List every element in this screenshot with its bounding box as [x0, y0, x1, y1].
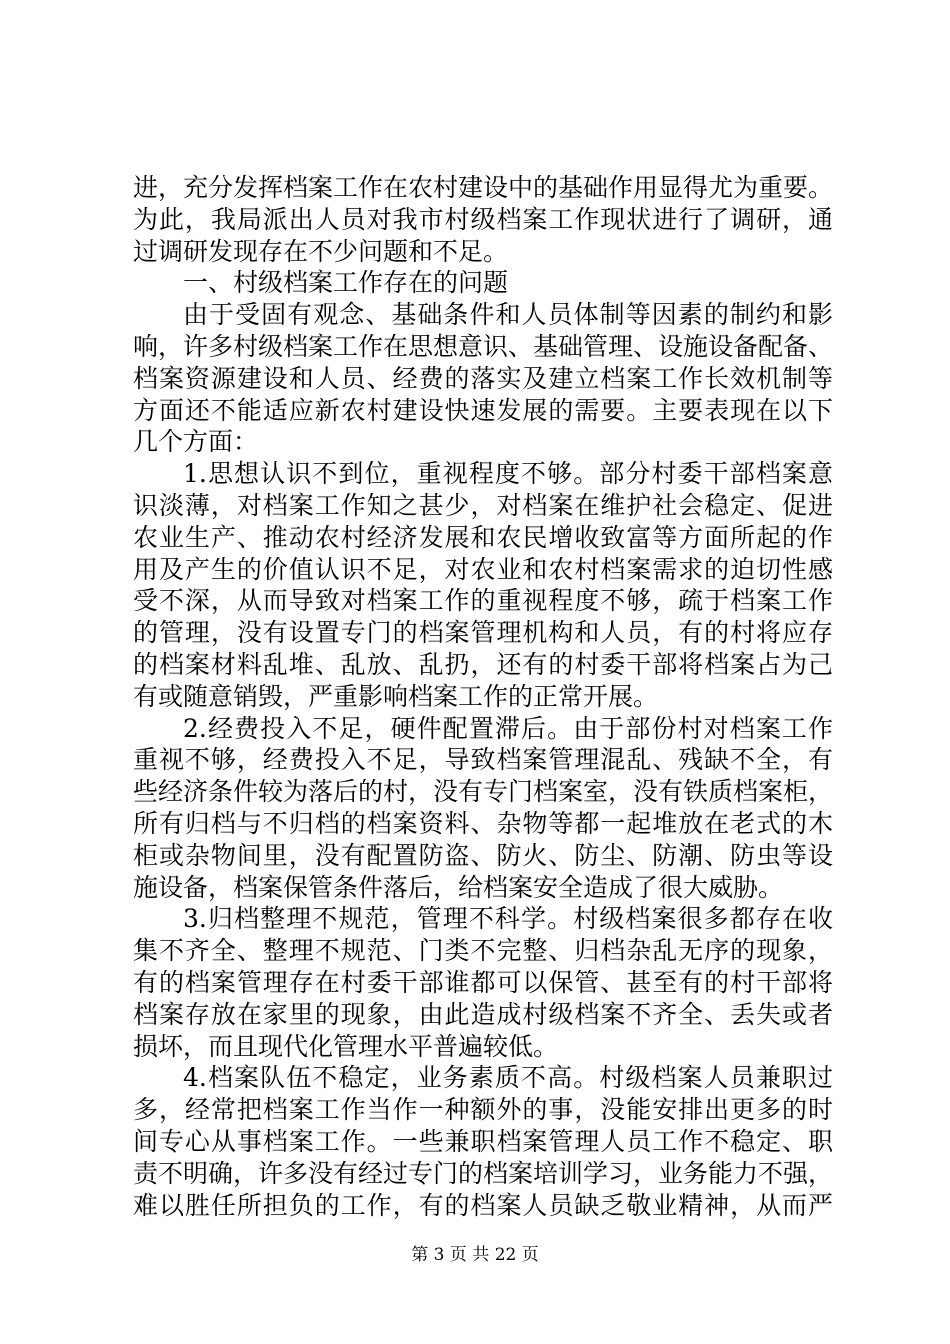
text-line: 的档案材料乱堆、乱放、乱扔，还有的村委干部将档案占为己 — [133, 649, 833, 679]
text-line: 由于受固有观念、基础条件和人员体制等因素的制约和影 — [183, 300, 833, 330]
text-line: 所有归档与不归档的档案资料、杂物等都一起堆放在老式的木 — [133, 808, 833, 838]
page-footer: 第 3 页 共 22 页 — [411, 1245, 539, 1265]
text-line: 施设备，档案保管条件落后，给档案安全造成了很大威胁。 — [133, 872, 784, 902]
document-body — [133, 172, 833, 1221]
text-line: 有的档案管理存在村委干部谁都可以保管、甚至有的村干部将 — [133, 967, 833, 997]
text-line: 方面还不能适应新农村建设快速发展的需要。主要表现在以下 — [133, 395, 833, 425]
text-line: 1.思想认识不到位，重视程度不够。部分村委干部档案意 — [183, 459, 833, 489]
text-line: 损坏，而且现代化管理水平普遍较低。 — [133, 1031, 559, 1061]
text-line: 几个方面： — [133, 427, 259, 457]
text-line: 响，许多村级档案工作在思想意识、基础管理、设施设备配备、 — [133, 331, 834, 361]
text-line: 2.经费投入不足，硬件配置滞后。由于部份村对档案工作 — [183, 713, 833, 743]
text-line: 一、村级档案工作存在的问题 — [183, 268, 509, 298]
text-line: 4.档案队伍不稳定，业务素质不高。村级档案人员兼职过 — [183, 1063, 833, 1093]
text-line: 间专心从事档案工作。一些兼职档案管理人员工作不稳定、职 — [133, 1126, 833, 1156]
text-line: 集不齐全、整理不规范、门类不完整、归档杂乱无序的现象， — [133, 936, 833, 966]
text-line: 3.归档整理不规范，管理不科学。村级档案很多都存在收 — [183, 904, 833, 934]
text-line: 的管理，没有设置专门的档案管理机构和人员，有的村将应存 — [133, 618, 833, 648]
text-line: 责不明确，许多没有经过专门的档案培训学习，业务能力不强， — [133, 1158, 834, 1188]
text-line: 有或随意销毁，严重影响档案工作的正常开展。 — [133, 681, 659, 711]
text-line: 柜或杂物间里，没有配置防盗、防火、防尘、防潮、防虫等设 — [133, 840, 833, 870]
text-line: 进，充分发挥档案工作在农村建设中的基础作用显得尤为重要。 — [133, 173, 834, 202]
text-line: 重视不够，经费投入不足，导致档案管理混乱、残缺不全，有 — [133, 745, 833, 775]
text-line: 受不深，从而导致对档案工作的重视程度不够，疏于档案工作 — [133, 586, 833, 616]
text-line: 识淡薄，对档案工作知之甚少，对档案在维护社会稳定、促进 — [133, 490, 833, 520]
text-line: 过调研发现存在不少问题和不足。 — [133, 236, 509, 266]
text-line: 档案存放在家里的现象，由此造成村级档案不齐全、丢失或者 — [133, 999, 833, 1029]
text-line: 难以胜任所担负的工作，有的档案人员缺乏敬业精神，从而严 — [133, 1190, 833, 1220]
text-line: 多，经常把档案工作当作一种额外的事，没能安排出更多的时 — [133, 1095, 833, 1125]
text-line: 农业生产、推动农村经济发展和农民增收致富等方面所起的作 — [133, 522, 833, 552]
text-line: 为此，我局派出人员对我市村级档案工作现状进行了调研，通 — [133, 204, 833, 234]
text-line: 用及产生的价值认识不足，对农业和农村档案需求的迫切性感 — [133, 554, 833, 584]
text-line: 档案资源建设和人员、经费的落实及建立档案工作长效机制等 — [133, 363, 833, 393]
text-line: 些经济条件较为落后的村，没有专门档案室，没有铁质档案柜， — [133, 777, 834, 807]
